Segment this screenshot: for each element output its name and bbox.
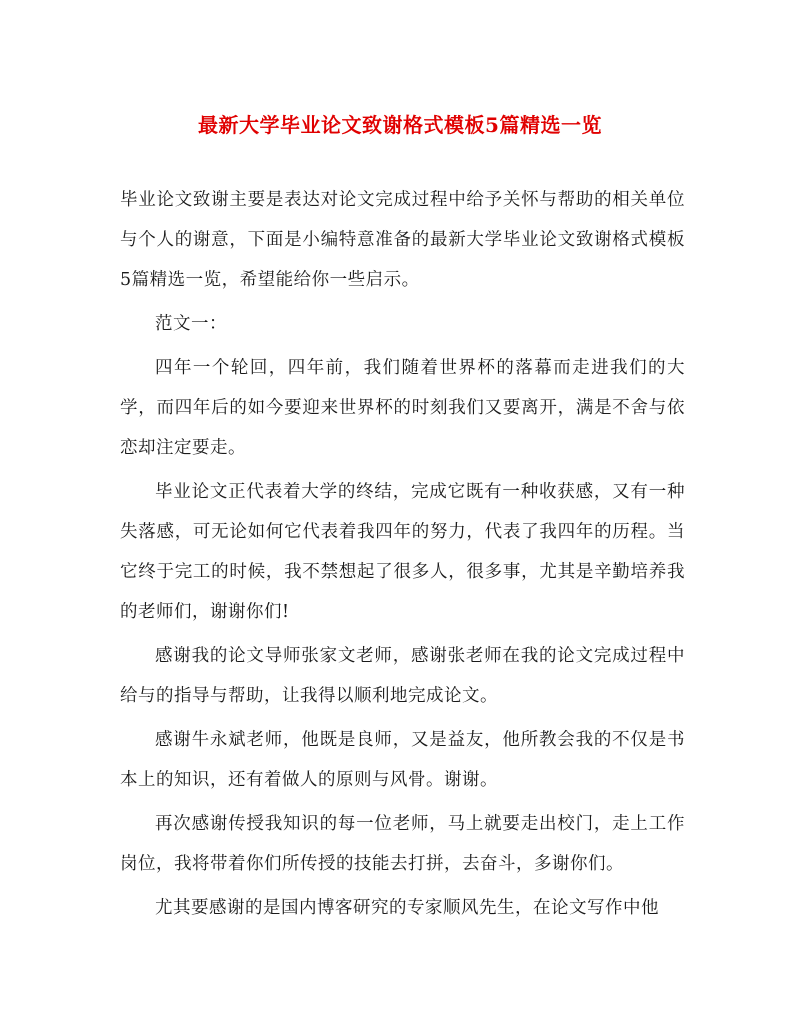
- body-paragraph: 四年一个轮回，四年前，我们随着世界杯的落幕而走进我们的大学，而四年后的如今要迎来世界杯的时刻我们又要离开，满是不舍与依恋却注定要走。: [120, 358, 685, 458]
- document-body: [120, 180, 685, 928]
- body-paragraph: 尤其要感谢的是国内博客研究的专家顺风先生，在论文写作中他: [155, 898, 659, 918]
- body-paragraph: 毕业论文正代表着大学的终结，完成它既有一种收获感，又有一种失落感，可无论如何它代表着我四年的努力，代表了我四年的历程。当它终于完工的时候，我不禁想起了很多人，很多事，尤其是辛勤培养我的老师们，谢谢你们!: [120, 482, 685, 622]
- intro-paragraph: 毕业论文致谢主要是表达对论文完成过程中给予关怀与帮助的相关单位与个人的谢意，下面是小编特意准备的最新大学毕业论文致谢格式模板5篇精选一览，希望能给你一些启示。: [120, 190, 685, 290]
- body-paragraph: 感谢牛永斌老师，他既是良师，又是益友，他所教会我的不仅是书本上的知识，还有着做人的原则与风骨。谢谢。: [120, 730, 685, 790]
- document-title: 最新大学毕业论文致谢格式模板5篇精选一览: [198, 113, 602, 137]
- body-paragraph: 再次感谢传授我知识的每一位老师，马上就要走出校门，走上工作岗位，我将带着你们所传授的技能去打拼，去奋斗，多谢你们。: [120, 814, 685, 874]
- body-paragraph: 感谢我的论文导师张家文老师，感谢张老师在我的论文完成过程中给与的指导与帮助，让我得以顺利地完成论文。: [120, 646, 685, 706]
- sample-label: 范文一：: [155, 314, 227, 334]
